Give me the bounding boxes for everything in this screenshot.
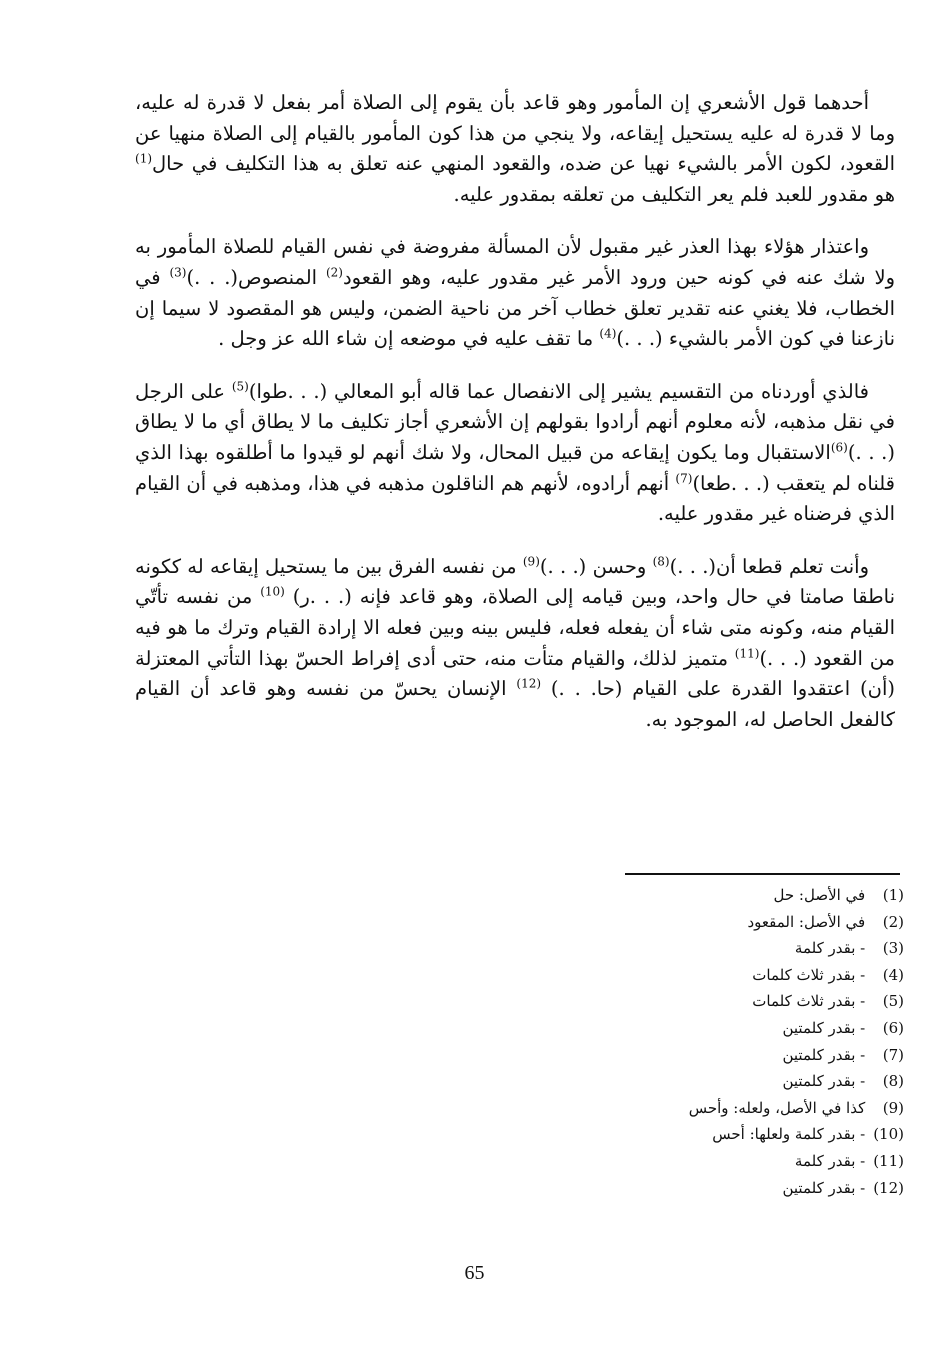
text-segment: المنصوص(. . .) — [186, 265, 326, 289]
footnote-ref: (8) — [652, 554, 670, 569]
footnote-ref: (11) — [734, 646, 760, 660]
footnote — [574, 935, 904, 962]
footnote — [574, 1175, 904, 1202]
text-segment: فالذي أوردناه من التقسيم يشير إلى الانفصال عما قاله أبو المعالي (. . .طوا) — [248, 379, 870, 403]
footnote-ref: (12) — [516, 676, 542, 691]
footnote — [574, 1148, 904, 1175]
page-number: 65 — [464, 1262, 485, 1284]
footnote-ref: (4) — [599, 326, 617, 341]
text-segment: أحدهما قول الأشعري إن المأمور وهو قاعد بأن يقوم إلى الصلاة أمر بفعل لا قدرة له عليه، وما لا قدرة له عليه يستحيل إيقاعه، ولا ينجي من هذا كون المأمور بالقيام إلى الصلاة منهيا عن القعود، لكون الأمر بالشيء نهيا عن ضده، والقعود المنهي عنه تعلق به هذا التكليف في حال — [135, 91, 895, 176]
footnote-ref: (2) — [325, 265, 343, 280]
footnote-text: - بقدر ثلاث كلمات — [752, 992, 870, 1011]
footnote-number: (10) — [873, 1125, 904, 1144]
text-segment: ما تقف عليه في موضعه إن شاء الله عز وجل . — [218, 327, 600, 351]
footnote-number: (5) — [882, 992, 904, 1011]
footnote-ref: (3) — [169, 265, 187, 280]
text-segment: واعتذار هؤلاء بهذا العذر غير مقبول لأن المسألة مفروضة في نفس القيام للصلاة المأمور به ولا شك عنه في كونه حين ورود الأمر غير مقدور عليه، وهو القعود — [135, 235, 896, 289]
paragraph — [135, 232, 895, 354]
footnote-number: (11) — [873, 1151, 904, 1170]
footnote-ref: (1) — [135, 151, 153, 166]
paragraph — [135, 377, 895, 530]
footnote-number: (9) — [882, 1098, 904, 1117]
text-segment: الاستقبال وما يكون إيقاعه من قبيل المحال، ولا شك أنهم لو قيدوا ما أطلقوه بهذا الذي قلناه لم يتعقب (. . .طعا) — [135, 440, 895, 495]
text-segment: أنهم أرادوه، لأنهم هم الناقلون مذهبه في هذا، ومذهبه في أن القيام الذي فرضناه غير مقدور عليه. — [135, 471, 895, 526]
footnote-ref: (10) — [260, 584, 285, 599]
footnote-number: (1) — [882, 886, 904, 904]
footnote — [574, 962, 904, 989]
text-segment: على الرجل في نقل مذهبه، لأنه معلوم أنهم أرادوا بقولهم إن الأشعري أجاز تكليف ما لا يطاق أي ما لا يطاق (. . .) — [135, 379, 895, 464]
footnotes-list — [574, 882, 904, 1201]
footnote-number: (12) — [873, 1178, 904, 1197]
footnote-ref: (5) — [231, 379, 249, 394]
footnote-text: - بقدر ثلاث كلمات — [752, 965, 870, 984]
footnote-text: - بقدر كلمة — [794, 939, 870, 958]
footnote-number: (8) — [882, 1072, 904, 1091]
footnote-text: - بقدر كلمتين — [782, 1072, 870, 1091]
text-segment: هو مقدور للعبد فلم يعر التكليف من تعلقه بمقدور عليه. — [453, 182, 895, 206]
paragraph — [135, 88, 895, 210]
footnote — [574, 1095, 904, 1122]
text-segment: في الخطاب، فلا يغني عنه تقدير تعلق خطاب آخر من ناحية الضمن، وليس هو المقصود لا سيما إن نازعنا في كون الأمر بالشيء (. . .) — [135, 265, 895, 351]
footnote — [574, 882, 904, 909]
footnote-number: (3) — [882, 939, 904, 958]
footnote-text: في الأصل: المقعود — [747, 912, 870, 931]
footnote-text: - بقدر كلمتين — [782, 1045, 870, 1064]
footnote-ref: (9) — [522, 554, 540, 569]
text-segment: من نفسه الفرق بين ما يستحيل إيقاعه له ككونه ناطقا صامتا في حال واحد، وبين قيامه إلى الصلاة، وهو قاعد فإنه (. . .ر) — [135, 554, 895, 609]
footnote-divider — [625, 873, 900, 875]
paragraph — [135, 552, 895, 736]
footnote-number: (2) — [882, 912, 904, 931]
footnote-number: (6) — [882, 1018, 904, 1037]
footnote-text: في الأصل: حل — [773, 886, 870, 904]
footnote — [574, 1015, 904, 1042]
text-segment: وأنت تعلم قطعا أن(. . .) — [669, 554, 869, 578]
footnote-text: - بقدر كلمة — [794, 1151, 870, 1170]
footnote — [574, 1121, 904, 1148]
footnote-ref: (7) — [675, 471, 693, 486]
text-segment: وحسن (. . .) — [539, 554, 653, 578]
footnote-number: (7) — [882, 1045, 904, 1064]
text-segment: الإنسان يحسّ من نفسه وهو قاعد أن القيام كالفعل الحاصل له، الموجود به. — [135, 677, 895, 731]
footnote-text: - بقدر كلمتين — [782, 1178, 870, 1197]
footnote-text: - بقدر كلمة ولعلها: أحس — [712, 1125, 870, 1144]
footnote — [574, 909, 904, 936]
text-segment: من نفسه تأتّي القيام منه، وكونه متى شاء أن يفعله فعله، فليس بينه وبين فعله الا إرادة القيام وترك ما هو فيه من القعود (. . .) — [135, 585, 895, 670]
main-text — [135, 88, 895, 757]
footnote-text: - بقدر كلمتين — [782, 1018, 870, 1037]
footnote-number: (4) — [882, 965, 904, 984]
footnote — [574, 1068, 904, 1095]
text-segment: متميز لذلك، والقيام متأت منه، حتى أدى إفراط الحسّ بهذا التأتي المعتزلة (أن) اعتقدوا القدرة على القيام (حا. . .) — [135, 646, 895, 701]
footnote — [574, 988, 904, 1015]
footnote — [574, 1042, 904, 1069]
footnote-text: كذا في الأصل، ولعله: وأحس — [688, 1098, 870, 1117]
footnote-ref: (6) — [830, 440, 848, 455]
